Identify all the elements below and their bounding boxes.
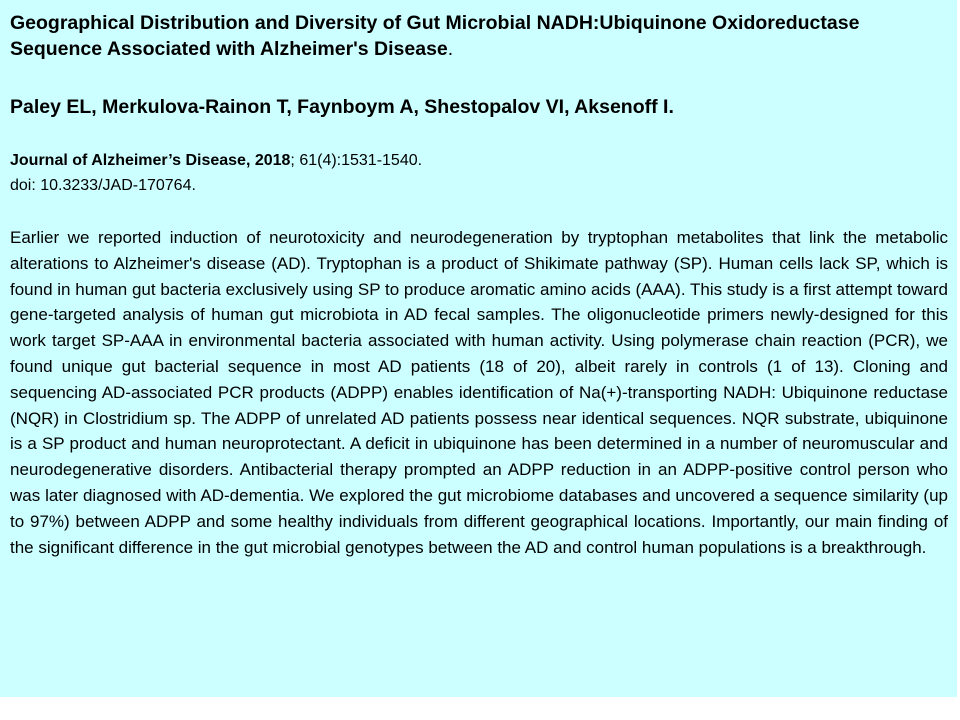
volume-pages: ; 61(4):1531-1540. <box>290 152 423 169</box>
paper-title-text: Geographical Distribution and Diversity of Gut Microbial NADH:Ubiquinone Oxidoreductase Sequence Associated with Alzheimer's Disease <box>10 12 860 60</box>
author-list: Paley EL, Merkulova-Rainon T, Faynboym A, Shestopalov VI, Aksenoff I. <box>10 96 674 118</box>
paper-title <box>10 10 950 62</box>
journal-name: Journal of Alzheimer’s Disease, 2018 <box>10 152 291 169</box>
doi: doi: 10.3233/JAD-170764. <box>10 177 196 194</box>
abstract-text: Earlier we reported induction of neurotoxicity and neurodegeneration by tryptophan metabolites that link the metabolic alterations to Alzheimer's disease (AD). Tryptophan is a product of Shikimate pathway (SP). Human cells lack SP, which is found in human gut bacteria exclusively using SP to produce aromatic amino acids (AAA). This study is a first attempt toward gene-targeted analysis of human gut microbiota in AD fecal samples. The oligonucleotide primers newly-designed for this work target SP-AAA in environmental bacteria associated with human activity. Using polymerase chain reaction (PCR), we found unique gut bacterial sequence in most AD patients (18 of 20), albeit rarely in controls (1 of 13). Cloning and sequencing AD-associated PCR products (ADPP) enables identification of Na(+)-transporting NADH: Ubiquinone reductase (NQR) in Clostridium sp. The ADPP of unrelated AD patients possess near identical sequences. NQR substrate, ubiquinone is a SP product and human neuroprotectant. A deficit in ubiquinone has been determined in a number of neuromuscular and neurodegenerative disorders. Antibacterial therapy prompted an ADPP reduction in an ADPP-positive control person who was later diagnosed with AD-dementia. We explored the gut microbiome databases and uncovered a sequence similarity (up to 97%) between ADPP and some healthy individuals from different geographical locations. Importantly, our main finding of the significant difference in the gut microbial genotypes between the AD and control human populations is a breakthrough. <box>10 228 948 557</box>
paper-title-period: . <box>447 38 454 60</box>
citation <box>10 148 950 198</box>
